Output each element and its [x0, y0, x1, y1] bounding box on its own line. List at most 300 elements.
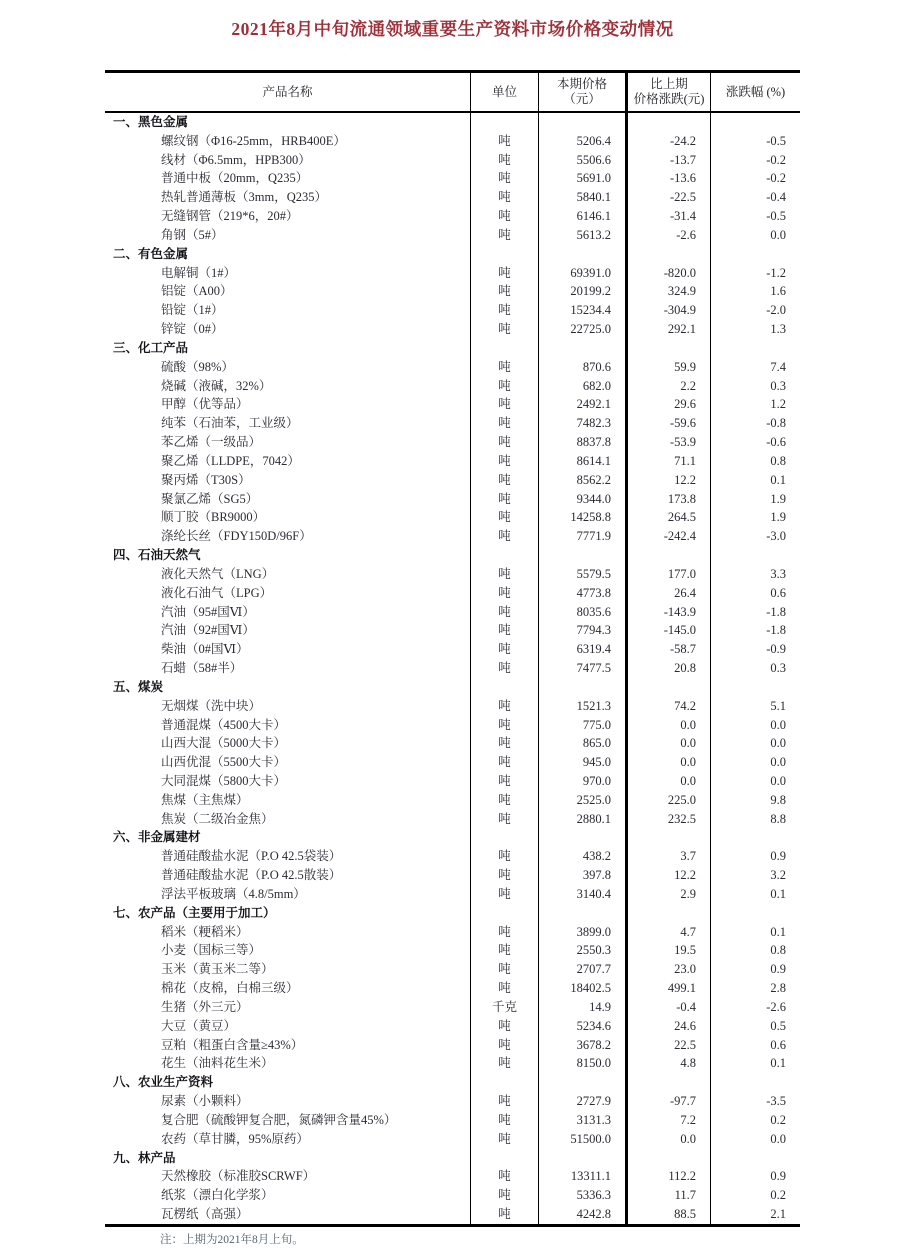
table-row [105, 584, 800, 603]
pct-cell [710, 904, 800, 923]
price-cell: 682.0 [538, 377, 625, 396]
table-row [105, 414, 800, 433]
table-row [105, 772, 800, 791]
section-header-row [105, 904, 800, 923]
table-row [105, 659, 800, 678]
product-name-cell: 锌锭（0#） [161, 322, 224, 337]
price-cell: 51500.0 [538, 1130, 625, 1149]
pct-cell: 5.1 [710, 697, 800, 716]
pct-cell: 7.4 [710, 358, 800, 377]
change-cell: -2.6 [625, 226, 710, 245]
unit-cell: 吨 [470, 1017, 538, 1036]
unit-cell: 千克 [470, 998, 538, 1017]
section-header-row [105, 546, 800, 565]
pct-cell: 3.2 [710, 866, 800, 885]
unit-cell: 吨 [470, 188, 538, 207]
product-name-cell: 普通中板（20mm，Q235） [161, 171, 309, 186]
unit-cell: 吨 [470, 471, 538, 490]
product-name-cell: 无烟煤（洗中块） [161, 698, 262, 713]
unit-cell: 吨 [470, 941, 538, 960]
change-cell: -24.2 [625, 132, 710, 151]
pct-cell: 2.8 [710, 979, 800, 998]
pct-cell: 0.1 [710, 923, 800, 942]
price-cell [538, 1073, 625, 1092]
product-name-cell: 天然橡胶（标准胶SCRWF） [161, 1169, 316, 1184]
pct-cell [710, 1149, 800, 1168]
unit-cell: 吨 [470, 960, 538, 979]
product-name-cell: 尿素（小颗料） [161, 1094, 249, 1109]
price-cell: 5336.3 [538, 1186, 625, 1205]
pct-cell: 0.3 [710, 377, 800, 396]
pct-cell: 0.8 [710, 941, 800, 960]
unit-cell [470, 339, 538, 358]
table-row [105, 320, 800, 339]
pct-cell: 0.0 [710, 734, 800, 753]
table-row [105, 1054, 800, 1073]
pct-cell: -1.2 [710, 264, 800, 283]
price-cell: 5613.2 [538, 226, 625, 245]
change-cell: 112.2 [625, 1167, 710, 1186]
price-cell: 20199.2 [538, 282, 625, 301]
unit-cell: 吨 [470, 207, 538, 226]
unit-cell: 吨 [470, 490, 538, 509]
change-line1: 比上期 [650, 77, 688, 91]
change-cell: -58.7 [625, 640, 710, 659]
pct-cell: 8.8 [710, 810, 800, 829]
change-cell: -97.7 [625, 1092, 710, 1111]
table-row [105, 188, 800, 207]
unit-cell: 吨 [470, 320, 538, 339]
price-cell: 13311.1 [538, 1167, 625, 1186]
change-cell: 0.0 [625, 734, 710, 753]
unit-cell: 吨 [470, 282, 538, 301]
table-row [105, 433, 800, 452]
change-cell: -31.4 [625, 207, 710, 226]
change-cell [625, 546, 710, 565]
section-name: 八、农业生产资料 [113, 1075, 214, 1090]
page-title: 2021年8月中旬流通领域重要生产资料市场价格变动情况 [231, 19, 674, 39]
table-row [105, 358, 800, 377]
pct-cell: 0.0 [710, 753, 800, 772]
section-name: 五、煤炭 [113, 679, 164, 694]
price-cell: 397.8 [538, 866, 625, 885]
table-row [105, 734, 800, 753]
pct-cell: 0.2 [710, 1186, 800, 1205]
unit-cell [470, 1073, 538, 1092]
unit-cell: 吨 [470, 1186, 538, 1205]
table-header-row [105, 73, 800, 113]
product-name-cell: 甲醇（优等品） [161, 397, 249, 412]
product-name-cell: 聚乙烯（LLDPE，7042） [161, 453, 300, 468]
table-row [105, 791, 800, 810]
unit-cell: 吨 [470, 226, 538, 245]
change-cell: 24.6 [625, 1017, 710, 1036]
price-cell: 2880.1 [538, 810, 625, 829]
pct-cell [710, 1073, 800, 1092]
table-row [105, 1017, 800, 1036]
unit-cell: 吨 [470, 395, 538, 414]
price-cell: 870.6 [538, 358, 625, 377]
change-cell [625, 1149, 710, 1168]
pct-cell: -0.5 [710, 132, 800, 151]
unit-cell: 吨 [470, 169, 538, 188]
pct-cell: 2.1 [710, 1205, 800, 1224]
change-cell: -13.6 [625, 169, 710, 188]
product-name-cell: 液化石油气（LPG） [161, 585, 273, 600]
pct-cell: -0.2 [710, 151, 800, 170]
unit-cell: 吨 [470, 584, 538, 603]
table-row [105, 207, 800, 226]
pct-cell: 0.8 [710, 452, 800, 471]
price-table [105, 70, 800, 1227]
unit-cell: 吨 [470, 301, 538, 320]
column-header-pct-label: 涨跌幅 (%) [725, 84, 786, 99]
unit-cell: 吨 [470, 1054, 538, 1073]
table-row [105, 603, 800, 622]
change-cell: -22.5 [625, 188, 710, 207]
unit-cell: 吨 [470, 1130, 538, 1149]
change-cell: 4.7 [625, 923, 710, 942]
price-cell: 3131.3 [538, 1111, 625, 1130]
pct-cell: -0.9 [710, 640, 800, 659]
table-row [105, 282, 800, 301]
table-row [105, 941, 800, 960]
table-row [105, 847, 800, 866]
price-cell: 14258.8 [538, 508, 625, 527]
price-cell: 15234.4 [538, 301, 625, 320]
price-cell: 970.0 [538, 772, 625, 791]
pct-cell: 0.1 [710, 471, 800, 490]
table-row [105, 960, 800, 979]
price-cell: 5840.1 [538, 188, 625, 207]
unit-cell: 吨 [470, 810, 538, 829]
pct-cell: 3.3 [710, 565, 800, 584]
product-name-cell: 焦炭（二级冶金焦） [161, 811, 274, 826]
pct-cell: 9.8 [710, 791, 800, 810]
table-row [105, 697, 800, 716]
table-row [105, 979, 800, 998]
price-cell: 8035.6 [538, 603, 625, 622]
section-name: 四、石油天然气 [113, 548, 201, 563]
table-row [105, 866, 800, 885]
change-cell: 59.9 [625, 358, 710, 377]
pct-cell: 0.1 [710, 885, 800, 904]
section-name: 一、黑色金属 [113, 115, 189, 129]
product-name-cell: 大同混煤（5800大卡） [161, 773, 287, 788]
unit-cell: 吨 [470, 132, 538, 151]
table-row [105, 301, 800, 320]
price-cell: 7477.5 [538, 659, 625, 678]
price-cell: 8614.1 [538, 452, 625, 471]
unit-cell: 吨 [470, 508, 538, 527]
table-body [105, 113, 800, 1224]
product-name-cell: 无缝钢管（219*6，20#） [161, 209, 299, 224]
change-cell [625, 113, 710, 132]
product-name-cell: 汽油（95#国Ⅵ） [161, 604, 255, 619]
change-cell: 23.0 [625, 960, 710, 979]
current-price-line1: 本期价格 [556, 77, 607, 91]
change-cell [625, 1073, 710, 1092]
change-cell: 12.2 [625, 866, 710, 885]
price-cell: 6319.4 [538, 640, 625, 659]
section-header-row [105, 245, 800, 264]
product-name-cell: 棉花（皮棉，白棉三级） [161, 981, 299, 996]
change-cell: -145.0 [625, 621, 710, 640]
change-cell: -304.9 [625, 301, 710, 320]
price-cell: 4773.8 [538, 584, 625, 603]
change-cell [625, 339, 710, 358]
pct-cell: 0.0 [710, 226, 800, 245]
table-row [105, 640, 800, 659]
pct-cell: 0.0 [710, 1130, 800, 1149]
unit-cell: 吨 [470, 433, 538, 452]
pct-cell: 0.9 [710, 847, 800, 866]
pct-cell: 0.2 [710, 1111, 800, 1130]
unit-cell: 吨 [470, 847, 538, 866]
product-name-cell: 聚丙烯（T30S） [161, 472, 251, 487]
product-name-cell: 纸浆（漂白化学浆） [161, 1188, 274, 1203]
section-name: 九、林产品 [113, 1150, 176, 1165]
change-cell: 4.8 [625, 1054, 710, 1073]
change-cell: 71.1 [625, 452, 710, 471]
unit-cell: 吨 [470, 697, 538, 716]
table-row [105, 1186, 800, 1205]
change-cell: 3.7 [625, 847, 710, 866]
table-row [105, 885, 800, 904]
product-name-cell: 小麦（国标三等） [161, 943, 262, 958]
price-cell: 945.0 [538, 753, 625, 772]
change-cell [625, 904, 710, 923]
product-name-cell: 电解铜（1#） [161, 265, 237, 280]
price-cell: 2707.7 [538, 960, 625, 979]
change-cell: 2.2 [625, 377, 710, 396]
pct-cell: -0.2 [710, 169, 800, 188]
unit-cell: 吨 [470, 414, 538, 433]
table-row [105, 527, 800, 546]
table-row [105, 226, 800, 245]
price-cell [538, 904, 625, 923]
unit-cell: 吨 [470, 603, 538, 622]
product-name-cell: 角钢（5#） [161, 227, 224, 242]
pct-cell: 1.6 [710, 282, 800, 301]
change-cell: -53.9 [625, 433, 710, 452]
unit-cell: 吨 [470, 527, 538, 546]
change-cell: 22.5 [625, 1036, 710, 1055]
table-row [105, 1092, 800, 1111]
table-row [105, 508, 800, 527]
pct-cell: 0.9 [710, 960, 800, 979]
pct-cell: -1.8 [710, 603, 800, 622]
table-row [105, 1167, 800, 1186]
product-name-cell: 农药（草甘膦，95%原药） [161, 1131, 309, 1146]
product-name-cell: 山西优混（5500大卡） [161, 755, 287, 770]
section-header-row [105, 113, 800, 132]
unit-cell: 吨 [470, 791, 538, 810]
change-cell: -13.7 [625, 151, 710, 170]
unit-cell: 吨 [470, 753, 538, 772]
product-name-cell: 普通硅酸盐水泥（P.O 42.5散装） [161, 868, 342, 883]
pct-cell: -1.8 [710, 621, 800, 640]
table-row [105, 716, 800, 735]
pct-cell: 0.9 [710, 1167, 800, 1186]
price-cell: 438.2 [538, 847, 625, 866]
price-cell [538, 245, 625, 264]
price-cell: 8562.2 [538, 471, 625, 490]
table-row [105, 169, 800, 188]
pct-cell [710, 546, 800, 565]
price-cell: 9344.0 [538, 490, 625, 509]
price-cell: 775.0 [538, 716, 625, 735]
price-cell: 7771.9 [538, 527, 625, 546]
price-cell: 22725.0 [538, 320, 625, 339]
unit-cell: 吨 [470, 772, 538, 791]
column-header-current-price [538, 73, 625, 111]
unit-cell [470, 546, 538, 565]
product-name-cell: 花生（油料花生米） [161, 1056, 274, 1071]
product-name-cell: 聚氯乙烯（SG5） [161, 491, 259, 506]
change-cell: 499.1 [625, 979, 710, 998]
table-row [105, 377, 800, 396]
price-cell: 5206.4 [538, 132, 625, 151]
unit-cell: 吨 [470, 866, 538, 885]
product-name-cell: 大豆（黄豆） [161, 1018, 237, 1033]
product-name-cell: 山西大混（5000大卡） [161, 736, 287, 751]
price-cell: 865.0 [538, 734, 625, 753]
price-cell: 5506.6 [538, 151, 625, 170]
pct-cell: -3.0 [710, 527, 800, 546]
price-cell: 5579.5 [538, 565, 625, 584]
change-cell: 20.8 [625, 659, 710, 678]
price-cell [538, 1149, 625, 1168]
price-cell: 2727.9 [538, 1092, 625, 1111]
pct-cell [710, 245, 800, 264]
pct-cell: -3.5 [710, 1092, 800, 1111]
unit-cell: 吨 [470, 151, 538, 170]
product-name-cell: 石蜡（58#半） [161, 661, 243, 676]
unit-cell: 吨 [470, 1111, 538, 1130]
table-row [105, 810, 800, 829]
unit-cell: 吨 [470, 1167, 538, 1186]
unit-cell: 吨 [470, 1092, 538, 1111]
section-header-row [105, 1073, 800, 1092]
column-header-product-label: 产品名称 [262, 84, 313, 99]
change-cell [625, 828, 710, 847]
change-cell: 0.0 [625, 1130, 710, 1149]
price-cell: 3899.0 [538, 923, 625, 942]
unit-cell: 吨 [470, 1036, 538, 1055]
price-cell [538, 546, 625, 565]
table-row [105, 264, 800, 283]
change-cell: -0.4 [625, 998, 710, 1017]
product-name-cell: 柴油（0#国Ⅵ） [161, 642, 249, 657]
table-row [105, 471, 800, 490]
pct-cell: 1.9 [710, 490, 800, 509]
change-cell: 0.0 [625, 753, 710, 772]
change-cell: 232.5 [625, 810, 710, 829]
price-cell: 2492.1 [538, 395, 625, 414]
pct-cell: 0.6 [710, 584, 800, 603]
price-cell [538, 828, 625, 847]
price-cell: 2525.0 [538, 791, 625, 810]
pct-cell: -0.4 [710, 188, 800, 207]
change-cell: 0.0 [625, 716, 710, 735]
product-name-cell: 生猪（外三元） [161, 999, 249, 1014]
price-cell: 2550.3 [538, 941, 625, 960]
table-row [105, 1205, 800, 1224]
section-name: 七、农产品（主要用于加工） [113, 905, 276, 920]
unit-cell [470, 904, 538, 923]
unit-cell [470, 1149, 538, 1168]
unit-cell: 吨 [470, 640, 538, 659]
column-header-product [105, 73, 470, 111]
column-header-pct [710, 73, 800, 111]
price-cell [538, 113, 625, 132]
product-name-cell: 热轧普通薄板（3mm，Q235） [161, 190, 327, 205]
pct-cell [710, 678, 800, 697]
price-cell: 1521.3 [538, 697, 625, 716]
change-cell: -59.6 [625, 414, 710, 433]
change-cell: 324.9 [625, 282, 710, 301]
product-name-cell: 螺纹钢（Φ16-25mm，HRB400E） [161, 133, 346, 148]
pct-cell: 0.6 [710, 1036, 800, 1055]
unit-cell: 吨 [470, 452, 538, 471]
product-name-cell: 铝锭（A00） [161, 284, 233, 299]
product-name-cell: 铅锭（1#） [161, 303, 224, 318]
pct-cell: 0.1 [710, 1054, 800, 1073]
pct-cell: 1.3 [710, 320, 800, 339]
pct-cell: 1.2 [710, 395, 800, 414]
price-cell: 5234.6 [538, 1017, 625, 1036]
change-cell: 0.0 [625, 772, 710, 791]
product-name-cell: 涤纶长丝（FDY150D/96F） [161, 529, 312, 544]
price-cell: 8150.0 [538, 1054, 625, 1073]
product-name-cell: 普通硅酸盐水泥（P.O 42.5袋装） [161, 849, 342, 864]
price-cell: 4242.8 [538, 1205, 625, 1224]
unit-cell: 吨 [470, 377, 538, 396]
product-name-cell: 玉米（黄玉米二等） [161, 962, 274, 977]
column-header-change [625, 73, 710, 111]
product-name-cell: 汽油（92#国Ⅵ） [161, 623, 255, 638]
change-cell [625, 245, 710, 264]
section-name: 二、有色金属 [113, 246, 189, 261]
price-cell: 5691.0 [538, 169, 625, 188]
unit-cell: 吨 [470, 979, 538, 998]
table-row [105, 923, 800, 942]
column-header-unit-label: 单位 [491, 84, 517, 99]
product-name-cell: 纯苯（石油苯，工业级） [161, 416, 299, 431]
change-cell: 11.7 [625, 1186, 710, 1205]
unit-cell: 吨 [470, 885, 538, 904]
product-name-cell: 复合肥（硫酸钾复合肥，氮磷钾含量45%） [161, 1112, 397, 1127]
pct-cell: 1.9 [710, 508, 800, 527]
section-name: 三、化工产品 [113, 340, 189, 355]
change-cell: 7.2 [625, 1111, 710, 1130]
unit-cell: 吨 [470, 264, 538, 283]
change-cell: 264.5 [625, 508, 710, 527]
change-cell: 12.2 [625, 471, 710, 490]
unit-cell: 吨 [470, 659, 538, 678]
unit-cell: 吨 [470, 1205, 538, 1224]
change-cell [625, 678, 710, 697]
table-row [105, 753, 800, 772]
unit-cell: 吨 [470, 734, 538, 753]
pct-cell: -0.8 [710, 414, 800, 433]
pct-cell: 0.0 [710, 772, 800, 791]
price-cell: 18402.5 [538, 979, 625, 998]
pct-cell: -0.6 [710, 433, 800, 452]
pct-cell: 0.3 [710, 659, 800, 678]
table-row [105, 452, 800, 471]
